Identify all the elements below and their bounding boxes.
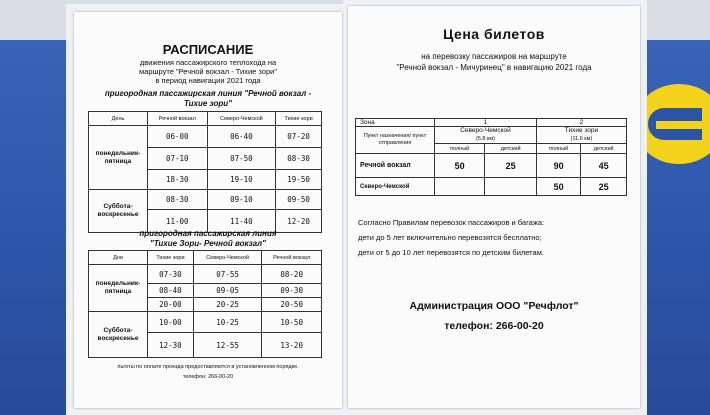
t1-cell: 09-50	[276, 190, 322, 210]
t2-cell: 20-25	[193, 298, 262, 312]
t2-cell: 08-20	[262, 265, 322, 284]
dest-2-km: (11,6 км)	[570, 136, 593, 142]
price-sheet	[348, 6, 640, 408]
t1-cell: 18-30	[148, 170, 208, 190]
t1-cell: 07-10	[148, 148, 208, 170]
fare-type-child: детский	[581, 144, 627, 154]
t1-header: Северо-Чемской	[207, 112, 276, 126]
dest-1-km: (5,8 км)	[475, 136, 495, 142]
schedule-table-1	[88, 111, 322, 233]
schedule-footer-benefits: льготы по оплате проезда предоставляются в установленном порядке.	[117, 364, 299, 370]
line1-title-1: пригородная пассажирская линия "Речной вокзал -	[104, 89, 312, 98]
fare-type-child: детский	[485, 144, 537, 154]
t2-cell: 13-20	[262, 333, 322, 358]
price-cell: 90	[536, 154, 580, 178]
admin-phone: телефон: 266-00-20	[444, 320, 544, 332]
t1-cell: 09-10	[207, 190, 276, 210]
t2-cell: 09-05	[193, 284, 262, 298]
price-cell: 50	[536, 178, 580, 196]
t2-header: Дни	[89, 251, 148, 265]
rules-line-2: дети до 5 лет включительно перевозятся бесплатно;	[358, 233, 542, 242]
line1-title-2: Тихие зори"	[184, 99, 232, 108]
dest-severo-chemskoy	[435, 127, 537, 144]
t2-cell: 08-40	[148, 284, 194, 298]
row-severo-chemskoy: Северо-Чемской	[356, 178, 435, 196]
rules-line-3: дети от 5 до 10 лет перевозятся по детским билетам.	[358, 248, 544, 257]
t1-cell: 08-30	[276, 148, 322, 170]
schedule-subtitle-1: движения пассажирского теплохода на	[139, 58, 277, 67]
line2-title-2: "Тихие Зори- Речной вокзал"	[150, 239, 266, 248]
dest-2-name: Тихие зори	[564, 127, 599, 134]
price-cell: 25	[485, 154, 537, 178]
t1-header: Речной вокзал	[148, 112, 208, 126]
t2-cell: 10-25	[193, 312, 262, 333]
t2-cell: 07-55	[193, 265, 262, 284]
dest-tikhie-zori	[536, 127, 626, 144]
t2-cell: 20-50	[262, 298, 322, 312]
t1-cell: 06-40	[207, 126, 276, 148]
t2-day-weekend: Суббота- воскресенье	[89, 312, 148, 358]
t1-cell: 06-00	[148, 126, 208, 148]
zone-2: 2	[536, 119, 626, 127]
schedule-sheet	[74, 12, 342, 408]
t1-cell: 08-30	[148, 190, 208, 210]
t1-header: Тихие зори	[276, 112, 322, 126]
schedule-title: РАСПИСАНИЕ	[162, 42, 254, 57]
t1-day-weekdays: понедельник- пятница	[89, 126, 148, 190]
rules-line-1: Согласно Правилам перевозок пассажиров и багажа:	[358, 218, 545, 227]
schedule-subtitle-3: в период навигации 2021 года	[155, 76, 261, 85]
t2-header: Северо-Чемской	[193, 251, 262, 265]
price-cell-empty	[435, 178, 485, 196]
t2-header: Тихие зори	[148, 251, 194, 265]
t2-cell: 07-30	[148, 265, 194, 284]
zone-label: Зона	[356, 119, 435, 127]
t1-header: День	[89, 112, 148, 126]
t2-header: Речной вокзал	[262, 251, 322, 265]
price-cell: 50	[435, 154, 485, 178]
price-cell: 25	[581, 178, 627, 196]
t1-cell: 07-20	[276, 126, 322, 148]
t2-cell: 12-30	[148, 333, 194, 358]
t1-cell: 12-20	[276, 210, 322, 233]
sign-letter-bar	[656, 121, 704, 129]
zone-1: 1	[435, 119, 537, 127]
schedule-subtitle-2: маршруте "Речной вокзал - Тихие зори"	[139, 67, 277, 76]
price-title: Цена билетов	[443, 26, 545, 42]
row-rechnoy-vokzal: Речной вокзал	[356, 154, 435, 178]
line2-title-1: пригородная пассажирская линия	[139, 229, 277, 238]
t1-cell: 19-50	[276, 170, 322, 190]
price-cell-empty	[485, 178, 537, 196]
t1-day-weekend: Суббота- воскресенье	[89, 190, 148, 233]
t1-cell: 19-10	[207, 170, 276, 190]
t2-cell: 10-00	[148, 312, 194, 333]
t2-cell: 20-00	[148, 298, 194, 312]
t1-cell: 11-40	[207, 210, 276, 233]
price-subtitle-2: "Речной вокзал - Мичуринец" в навигацию 2021 года	[396, 63, 592, 72]
fare-type-full: полный	[435, 144, 485, 154]
price-cell: 45	[581, 154, 627, 178]
dest-1-name: Северо-Чемской	[460, 127, 511, 134]
price-subtitle-1: на перевозку пассажиров на маршруте	[421, 52, 567, 61]
t1-cell: 11-00	[148, 210, 208, 233]
price-table	[355, 118, 627, 196]
admin-name: Администрация ООО "Речфлот"	[409, 300, 579, 312]
point-label: Пункт назначения/ пункт отправления	[356, 127, 435, 154]
t1-cell: 07-50	[207, 148, 276, 170]
t2-day-weekdays: понедельник- пятница	[89, 265, 148, 312]
schedule-table-2	[88, 250, 322, 358]
t2-cell: 12-55	[193, 333, 262, 358]
t2-cell: 09-30	[262, 284, 322, 298]
schedule-footer-phone: телефон: 266-00-20	[182, 374, 234, 380]
fare-type-full: полный	[536, 144, 580, 154]
t2-cell: 10-50	[262, 312, 322, 333]
